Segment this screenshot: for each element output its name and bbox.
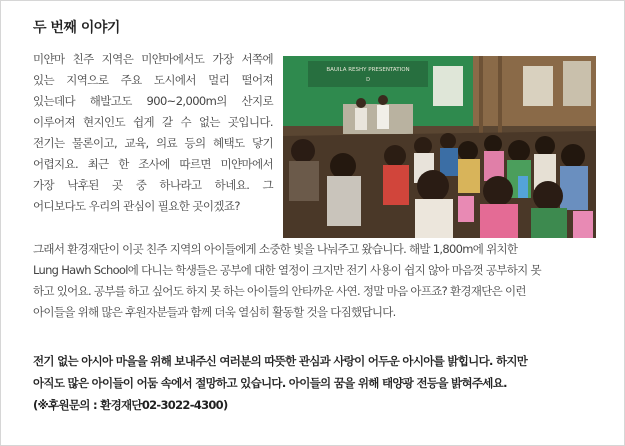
body-line: Lung Hawh School에 다니는 학생들은 공부에 대한 열정이 크지만 전기 사용이 쉽지 않아 마음껏 공부하지 못: [33, 263, 541, 277]
intro-line: 이루어져 현지인도 쉽게 갈 수 없는 곳입니다.: [33, 115, 273, 129]
intro-line: 어렵지요. 최근 한 조사에 따르면 미얀마에서: [33, 157, 273, 171]
closing-line: 아직도 많은 아이들이 어둠 속에서 절망하고 있습니다. 아이들의 꿈을 위해 태양광 전등을 밝혀주세요.: [33, 376, 507, 390]
intro-line: 있는 지역으로 주요 도시에서 멀리 떨어져: [33, 73, 273, 87]
intro-paragraph: [33, 49, 273, 217]
intro-line: 전기는 물론이고, 교육, 의료 등의 혜택도 닿기: [33, 136, 273, 150]
closing-line: 전기 없는 아시아 마을을 위해 보내주신 여러분의 따뜻한 관심과 사랑이 어두운 아시아를 밝힙니다. 하지만: [33, 354, 528, 368]
body-paragraph: [33, 239, 598, 323]
intro-line: 어디보다도 우리의 관심이 필요한 곳이겠죠?: [33, 199, 240, 213]
body-line: 아이들을 위해 많은 후원자분들과 함께 더욱 열심히 활동할 것을 다짐했답니다.: [33, 305, 396, 319]
body-line: 그래서 환경재단이 이곳 친주 지역의 아이들에게 소중한 빛을 나눠주고 왔습니다. 해발 1,800m에 위치한: [33, 242, 518, 256]
contact-info: (※후원문의 : 환경재단02-3022-4300): [33, 398, 228, 412]
intro-line: 미얀마 친주 지역은 미얀마에서도 가장 서쪽에: [33, 52, 273, 66]
banner-text: BAUILA RESHY PRESENTATION: [326, 67, 410, 73]
banner-sub: D: [366, 77, 370, 83]
classroom-photo: [283, 56, 596, 238]
body-line: 하고 있어요. 공부를 하고 싶어도 하지 못 하는 아이들의 안타까운 사연. 정말 마음 아프죠? 환경재단은 이런: [33, 284, 526, 298]
intro-line: 가장 낙후된 곳 중 하나라고 하네요. 그: [33, 178, 273, 192]
article-title: 두 번째 이야기: [33, 20, 120, 36]
intro-line: 있는데다 해발고도 900~2,000m의 산지로: [33, 94, 273, 108]
closing-paragraph: [33, 350, 603, 416]
